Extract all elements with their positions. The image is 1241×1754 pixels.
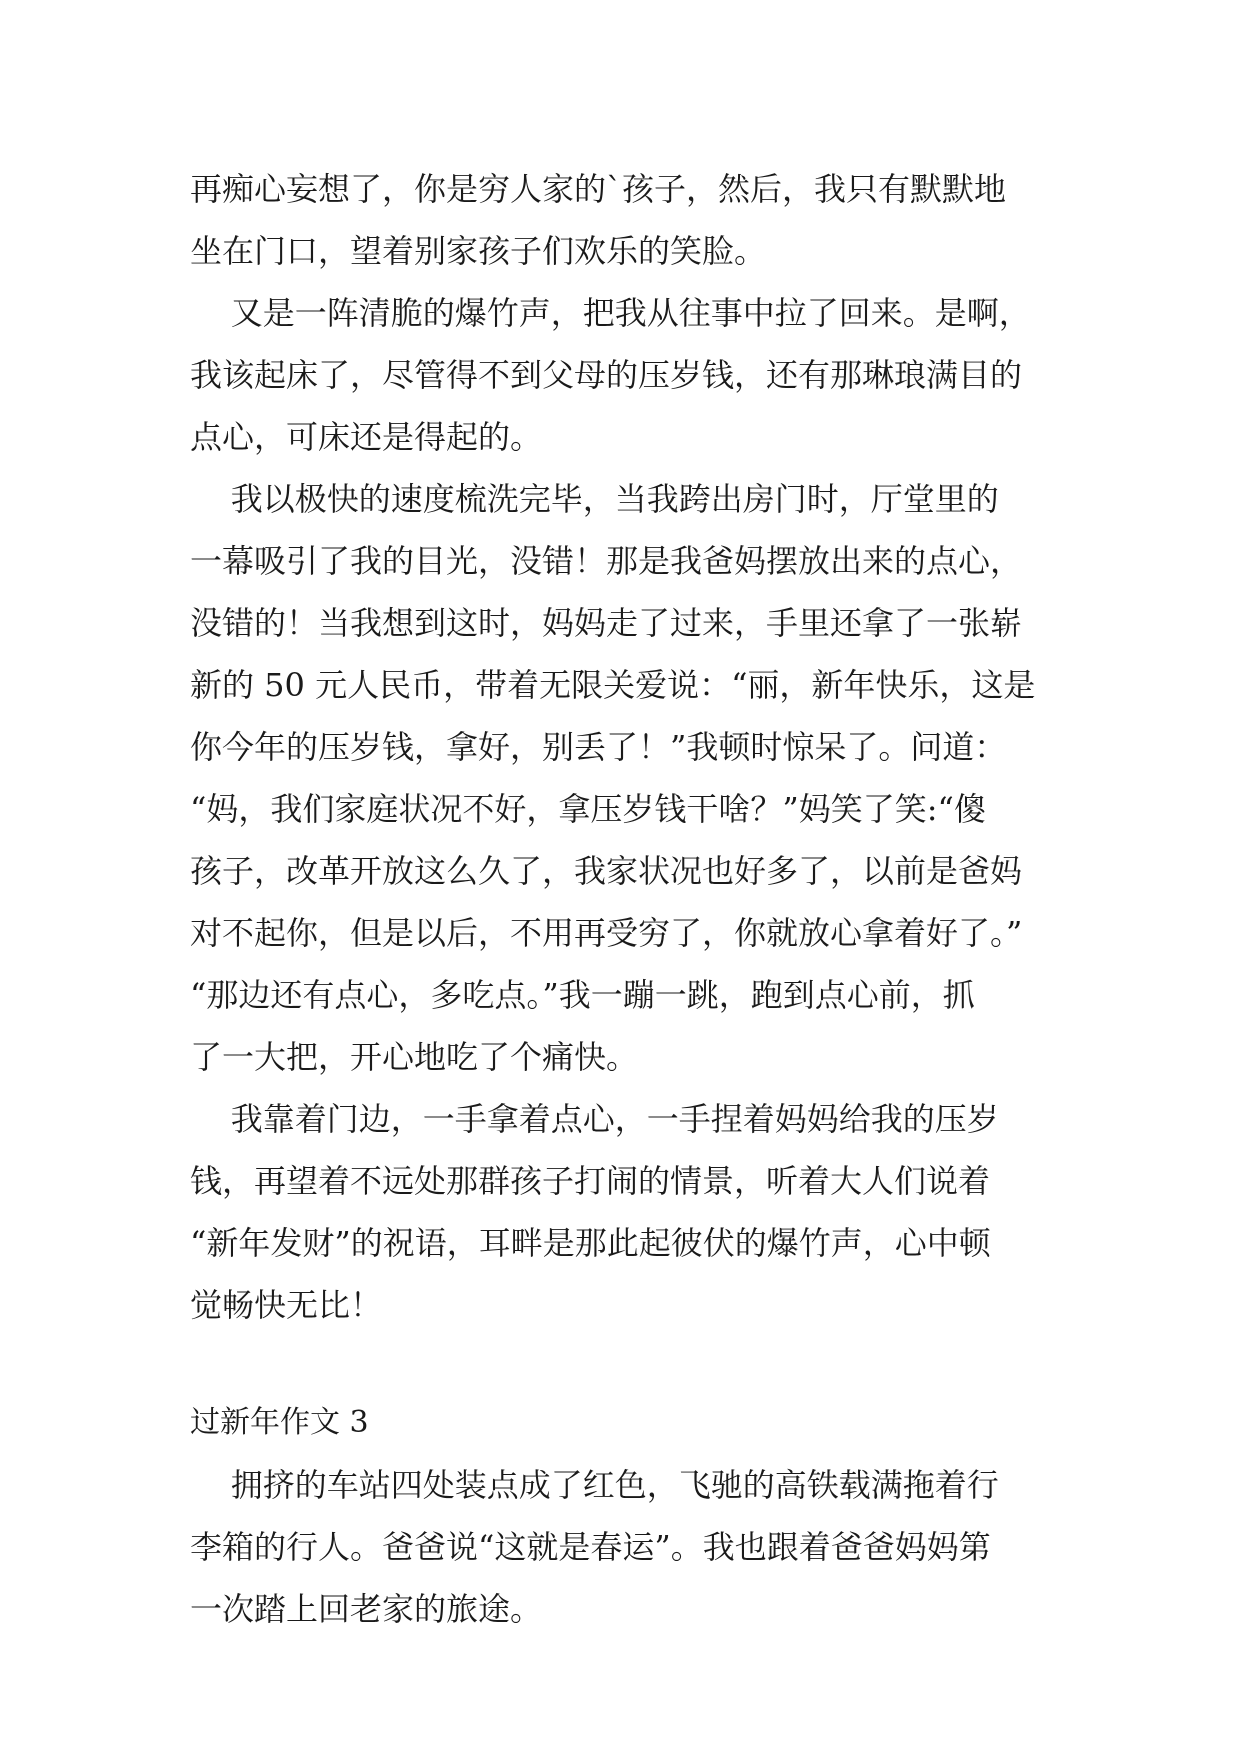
- text-line: 没错的！当我想到这时，妈妈走了过来，手里还拿了一张崭: [190, 604, 1023, 642]
- text-line: 觉畅快无比！: [190, 1286, 383, 1324]
- text-line: “妈，我们家庭状况不好，拿压岁钱干啥？”妈笑了笑:“傻: [190, 790, 986, 828]
- text-line: 新的 50 元人民币，带着无限关爱说：“丽，新年快乐，这是: [190, 666, 1036, 704]
- text-line: 再痴心妄想了，你是穷人家的`孩子，然后，我只有默默地: [190, 170, 1007, 208]
- text-line: 钱，再望着不远处那群孩子打闹的情景，听着大人们说着: [190, 1162, 991, 1200]
- text-line: 点心，可床还是得起的。: [190, 418, 543, 456]
- paragraph-continuation: [190, 158, 1062, 282]
- text-line: 你今年的压岁钱，拿好，别丢了！”我顿时惊呆了。问道：: [190, 728, 1007, 766]
- paragraph-train-station: [190, 1454, 1062, 1640]
- document-page: [190, 158, 1062, 1640]
- section-heading: 过新年作文 3: [190, 1405, 369, 1440]
- text-line: 坐在门口，望着别家孩子们欢乐的笑脸。: [190, 232, 767, 270]
- text-line: 了一大把，开心地吃了个痛快。: [190, 1038, 639, 1076]
- text-line: 一次踏上回老家的旅途。: [190, 1590, 543, 1628]
- paragraph-leaning-on-door: [190, 1088, 1062, 1336]
- paragraph-red-envelope: [190, 468, 1062, 1088]
- text-line: 孩子，改革开放这么久了，我家状况也好多了，以前是爸妈: [190, 852, 1023, 890]
- section-spacer: [190, 1336, 1062, 1392]
- text-line: 拥挤的车站四处装点成了红色，飞驰的高铁载满拖着行: [190, 1466, 999, 1504]
- text-line: 一幕吸引了我的目光，没错！那是我爸妈摆放出来的点心，: [190, 542, 1023, 580]
- text-line: 我以极快的速度梳洗完毕，当我跨出房门时，厅堂里的: [190, 480, 999, 518]
- text-line: 又是一阵清脆的爆竹声，把我从往事中拉了回来。是啊，: [190, 294, 1031, 332]
- paragraph-return-to-present: [190, 282, 1062, 468]
- text-line: 对不起你，但是以后，不用再受穷了，你就放心拿着好了。”: [190, 914, 1023, 952]
- text-line: 李箱的行人。爸爸说“这就是春运”。我也跟着爸爸妈妈第: [190, 1528, 991, 1566]
- text-line: “新年发财”的祝语，耳畔是那此起彼伏的爆竹声，心中顿: [190, 1224, 991, 1262]
- text-line: 我该起床了，尽管得不到父母的压岁钱，还有那琳琅满目的: [190, 356, 1023, 394]
- text-line: “那边还有点心，多吃点。”我一蹦一跳，跑到点心前，抓: [190, 976, 975, 1014]
- text-line: 我靠着门边，一手拿着点心，一手捏着妈妈给我的压岁: [190, 1100, 999, 1138]
